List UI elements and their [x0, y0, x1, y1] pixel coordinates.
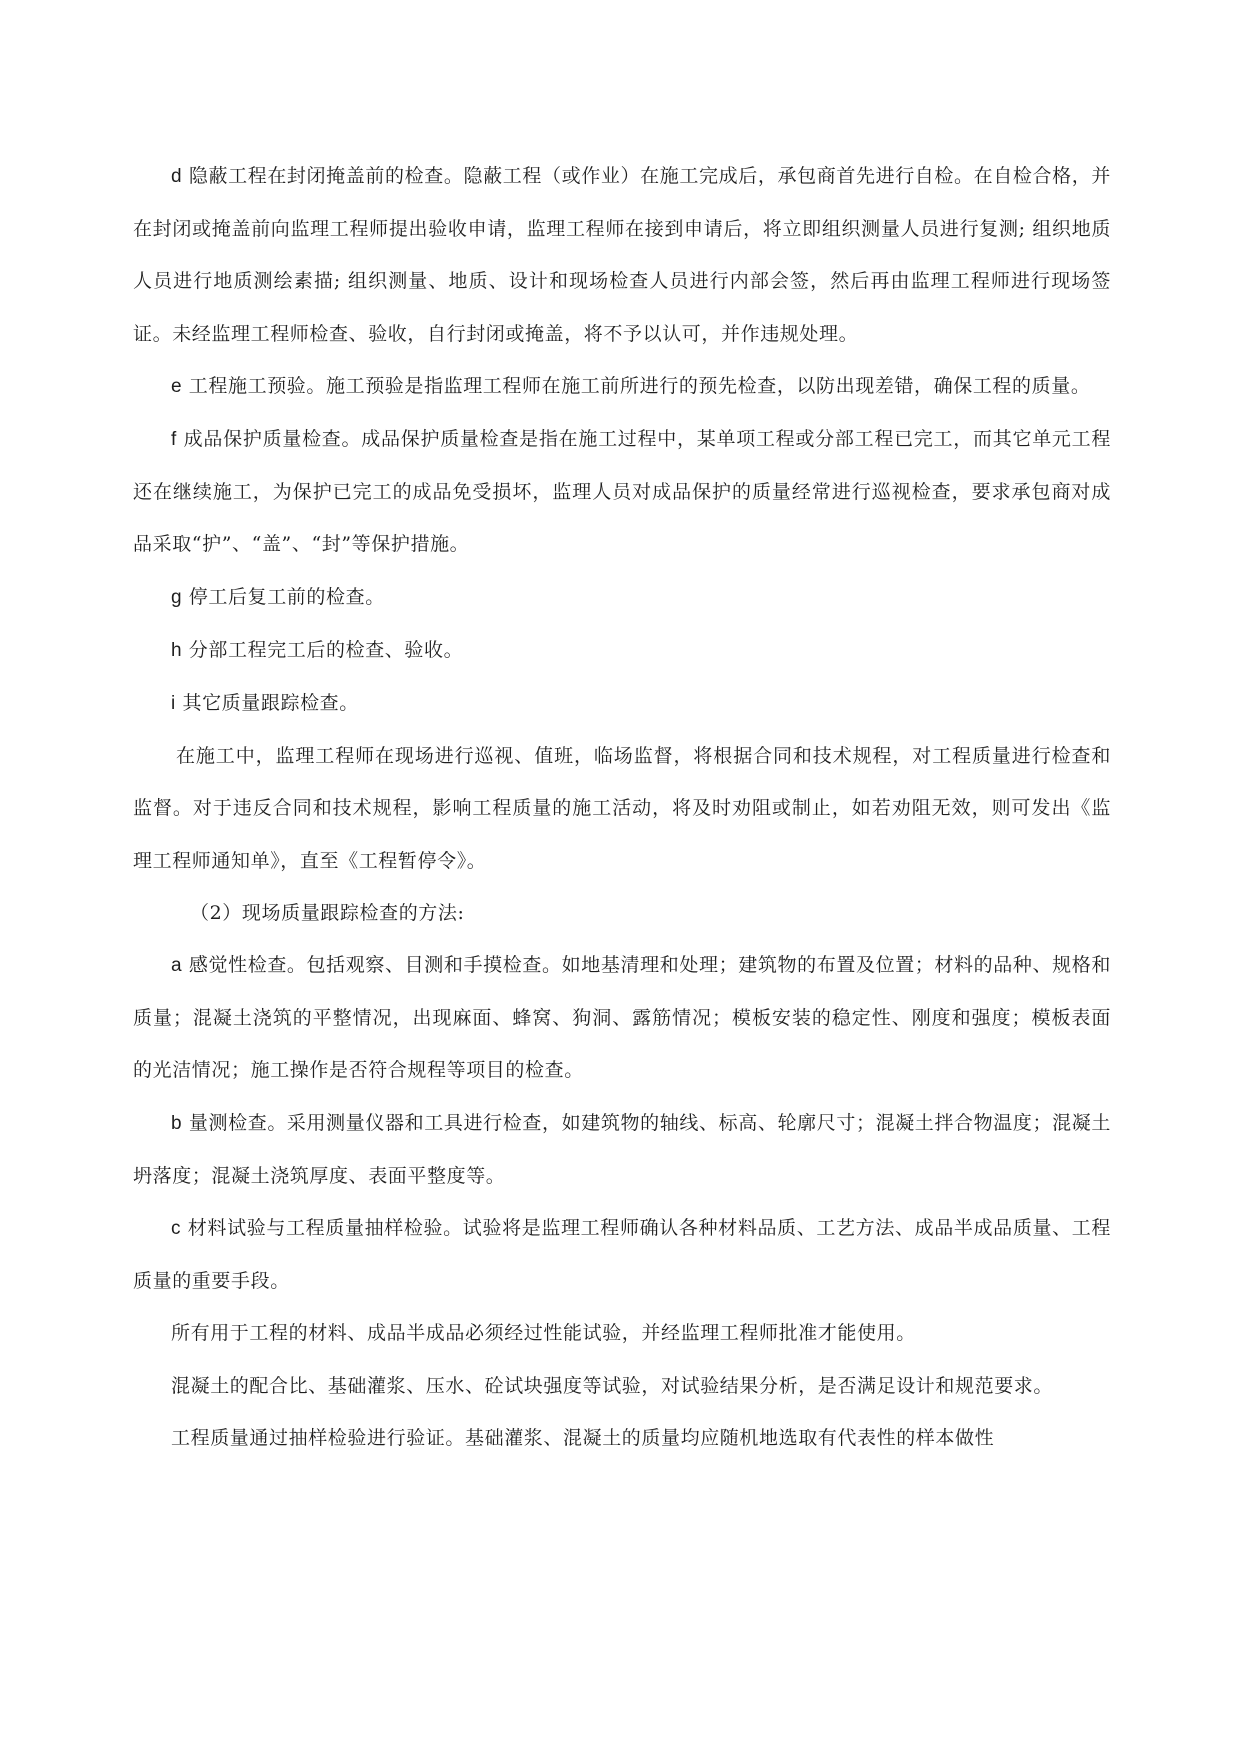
item-label: i	[171, 693, 176, 715]
paragraph-text: 其它质量跟踪检查。	[175, 692, 359, 715]
paragraph-a	[133, 939, 1111, 1097]
paragraph-e	[133, 360, 1111, 413]
paragraph-text: 停工后复工前的检查。	[182, 585, 385, 608]
item-label: a	[171, 955, 183, 977]
paragraph-sampling	[133, 1412, 1111, 1464]
paragraph-b	[133, 1097, 1111, 1202]
paragraph-text: 量测检查。采用测量仪器和工具进行检查，如建筑物的轴线、标高、轮廓尺寸；混凝土拌合物温度；混凝土坍落度；混凝土浇筑厚度、表面平整度等。	[133, 1111, 1111, 1187]
paragraph-text: 材料试验与工程质量抽样检验。试验将是监理工程师确认各种材料品质、工艺方法、成品半成品质量、工程质量的重要手段。	[133, 1217, 1111, 1293]
item-label: f	[171, 429, 177, 451]
paragraph-text: 所有用于工程的材料、成品半成品必须经过性能试验，并经监理工程师批准才能使用。	[171, 1322, 916, 1345]
paragraph-c	[133, 1202, 1111, 1307]
section-heading-methods	[133, 887, 1111, 939]
item-label: h	[171, 639, 183, 661]
item-label: c	[171, 1218, 182, 1240]
paragraph-concrete-tests	[133, 1360, 1111, 1412]
item-label: d	[171, 166, 183, 187]
paragraph-f	[133, 413, 1111, 571]
item-label: b	[171, 1112, 183, 1134]
paragraph-supervision	[133, 730, 1111, 887]
paragraph-text: 成品保护质量检查。成品保护质量检查是指在施工过程中，某单项工程或分部工程已完工，而其它单元工程还在继续施工，为保护已完工的成品免受损坏，监理人员对成品保护的质量经常进行巡视检查，要求承包商对成品采取“护”、“盖”、“封”等保护措施。	[133, 428, 1111, 556]
paragraph-h	[133, 624, 1111, 677]
paragraph-text: 隐蔽工程在封闭掩盖前的检查。隐蔽工程（或作业）在施工完成后，承包商首先进行自检。在自检合格，并在封闭或掩盖前向监理工程师提出验收申请，监理工程师在接到申请后，将立即组织测量人员进行复测; 组织地质人员进行地质测绘素描; 组织测量、地质、设计和现场检查人员进行内部会签，然后再由监理工程师进行现场签证。未经监理工程师检查、验收，自行封闭或掩盖，将不予以认可，并作违规处理。	[133, 165, 1111, 345]
item-label: g	[171, 586, 183, 608]
paragraph-d	[133, 150, 1111, 360]
paragraph-text: 在施工中，监理工程师在现场进行巡视、值班，临场监督，将根据合同和技术规程，对工程质量进行检查和监督。对于违反合同和技术规程，影响工程质量的施工活动，将及时劝阻或制止，如若劝阻无效，则可发出《监理工程师通知单》，直至《工程暂停令》。	[133, 745, 1111, 872]
paragraph-materials	[133, 1307, 1111, 1359]
paragraph-text: 感觉性检查。包括观察、目测和手摸检查。如地基清理和处理；建筑物的布置及位置；材料的品种、规格和质量；混凝土浇筑的平整情况，出现麻面、蜂窝、狗洞、露筋情况；模板安装的稳定性、刚度和强度；模板表面的光洁情况；施工操作是否符合规程等项目的检查。	[133, 954, 1111, 1082]
document-body	[133, 150, 1111, 1464]
paragraph-text: 分部工程完工后的检查、验收。	[182, 638, 464, 661]
paragraph-text: 混凝土的配合比、基础灌浆、压水、砼试块强度等试验，对试验结果分析，是否满足设计和规范要求。	[171, 1374, 1054, 1397]
paragraph-i	[133, 677, 1111, 730]
paragraph-g	[133, 571, 1111, 624]
paragraph-text: 工程施工预验。施工预验是指监理工程师在施工前所进行的预先检查，以防出现差错，确保工程的质量。	[182, 374, 1091, 397]
heading-text: （2）现场质量跟踪检查的方法:	[190, 901, 465, 924]
item-label: e	[171, 375, 183, 397]
paragraph-text: 工程质量通过抽样检验进行验证。基础灌浆、混凝土的质量均应随机地选取有代表性的样本做性	[171, 1426, 995, 1449]
